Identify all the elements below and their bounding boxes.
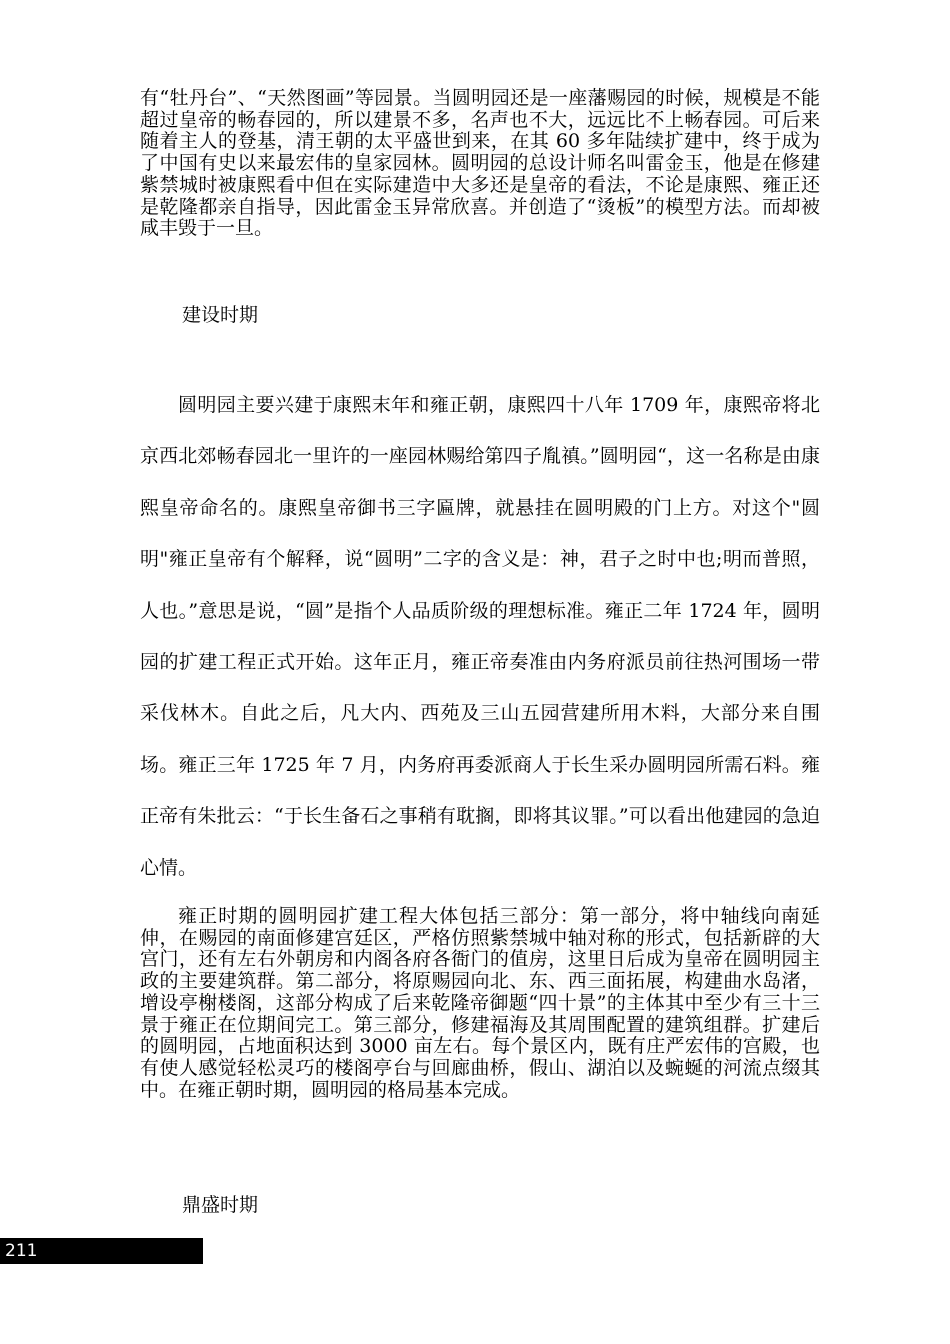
paragraph-construction-yongzheng: 雍正时期的圆明园扩建工程大体包括三部分：第一部分，将中轴线向南延伸，在赐园的南面修建宫廷区，严格仿照紫禁城中轴对称的形式，包括新辟的大宫门，还有左右外朝房和内阁各府各衙门的值房，这里日后成为皇帝在圆明园主政的主要建筑群。第二部分，将原赐园向北、东、西三面拓展，构建曲水岛渚，增设亭榭楼阁，这部分构成了后来乾隆帝御题“四十景”的主体其中至少有三十三景于雍正在位期间完工。第三部分，修建福海及其周围配置的建筑组群。扩建后的圆明园，占地面积达到 3000 亩左右。每个景区内，既有庄严宏伟的宫殿，也有使人感觉轻松灵巧的楼阁亭台与回廊曲桥，假山、湖泊以及蜿蜒的河流点缀其中。在雍正朝时期，圆明园的格局基本完成。 [140, 905, 820, 1101]
page-number-bar [0, 1238, 203, 1264]
section-heading-construction: 建设时期 [182, 304, 259, 326]
page-number: 211 [5, 1241, 38, 1261]
paragraph-construction-kangxi: 圆明园主要兴建于康熙末年和雍正朝，康熙四十八年 1709 年，康熙帝将北京西北郊畅春园北一里许的一座园林赐给第四子胤禛。”圆明园“，这一名称是由康熙皇帝命名的。康熙皇帝御书三字匾牌，就悬挂在圆明殿的门上方。对这个"圆明"雍正皇帝有个解释，说“圆明”二字的含义是：神，君子之时中也;明而普照，人也。”意思是说，“圆”是指个人品质阶级的理想标准。雍正二年 1724 年，圆明园的扩建工程正式开始。这年正月，雍正帝奏准由内务府派员前往热河围场一带采伐林木。自此之后，凡大内、西苑及三山五园营建所用木料，大部分来自围场。雍正三年 1725 年 7 月，内务府再委派商人于长生采办圆明园所需石料。雍正帝有朱批云：“于长生备石之事稍有耽搁，即将其议罪。”可以看出他建园的急迫心情。 [140, 394, 820, 879]
paragraph-intro: 有“牡丹台”、“天然图画”等园景。当圆明园还是一座藩赐园的时候，规模是不能超过皇帝的畅春园的，所以建景不多，名声也不大，远远比不上畅春园。可后来随着主人的登基，清王朝的太平盛世到来，在其 60 多年陆续扩建中，终于成为了中国有史以来最宏伟的皇家园林。圆明园的总设计师名叫雷金玉，他是在修建紫禁城时被康熙看中但在实际建造中大多还是皇帝的看法，不论是康熙、雍正还是乾隆都亲自指导，因此雷金玉异常欣喜。并创造了“烫板”的模型方法。而却被咸丰毁于一旦。 [140, 87, 820, 240]
section-heading-peak: 鼎盛时期 [182, 1194, 259, 1216]
